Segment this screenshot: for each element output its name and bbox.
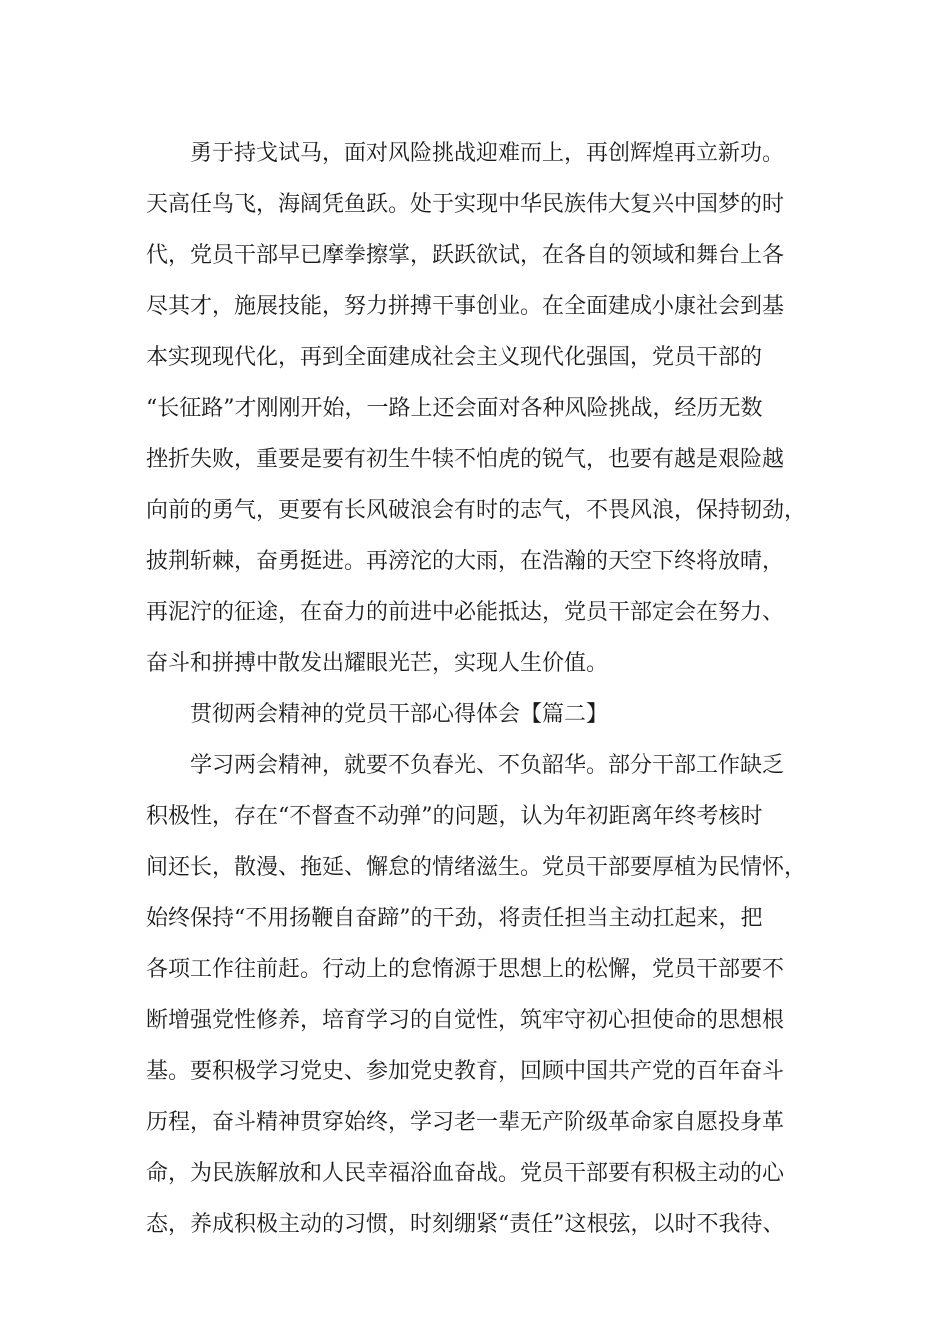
paragraph-line: 各项工作往前赶。行动上的怠惰源于思想上的松懈，党员干部要不: [146, 957, 785, 982]
paragraph-line: 学习两会精神，就要不负春光、不负韶华。部分干部工作缺乏: [190, 753, 785, 778]
document-body: [146, 128, 826, 1250]
paragraph-line: 断增强党性修养，培育学习的自觉性，筑牢守初心担使命的思想根: [146, 1008, 785, 1033]
paragraph-line: 披荆斩棘，奋勇挺进。再滂沱的大雨，在浩瀚的天空下终将放晴，: [146, 549, 785, 574]
paragraph-line: 勇于持戈试马，面对风险挑战迎难而上，再创辉煌再立新功。: [190, 141, 785, 166]
paragraph-line: 天高任鸟飞，海阔凭鱼跃。处于实现中华民族伟大复兴中国梦的时: [146, 192, 785, 217]
paragraph-line: 历程，奋斗精神贯穿始终，学习老一辈无产阶级革命家自愿投身革: [146, 1110, 785, 1135]
paragraph-line: “长征路”才刚刚开始，一路上还会面对各种风险挑战，经历无数: [146, 396, 763, 421]
paragraph-line: 向前的勇气，更要有长风破浪会有时的志气，不畏风浪，保持韧劲，: [146, 498, 807, 523]
paragraph-line: 基。要积极学习党史、参加党史教育，回顾中国共产党的百年奋斗: [146, 1059, 785, 1084]
paragraph-line: 态，养成积极主动的习惯，时刻绷紧“责任”这根弦，以时不我待、: [146, 1212, 785, 1237]
paragraph-line: 命，为民族解放和人民幸福浴血奋战。党员干部要有积极主动的心: [146, 1161, 785, 1186]
paragraph-line: 积极性，存在“不督查不动弹”的问题，认为年初距离年终考核时: [146, 804, 763, 829]
paragraph-line: 奋斗和拼搏中散发出耀眼光芒，实现人生价值。: [146, 651, 609, 676]
paragraph-line: 代，党员干部早已摩拳擦掌，跃跃欲试，在各自的领域和舞台上各: [146, 243, 785, 268]
paragraph-line: 再泥泞的征途，在奋力的前进中必能抵达，党员干部定会在努力、: [146, 600, 785, 625]
section-heading: 贯彻两会精神的党员干部心得体会【篇二】: [190, 702, 609, 727]
paragraph-line: 尽其才，施展技能，努力拼搏干事创业。在全面建成小康社会到基: [146, 294, 785, 319]
paragraph-line: 始终保持“不用扬鞭自奋蹄”的干劲，将责任担当主动扛起来，把: [146, 906, 763, 931]
paragraph-line: 间还长，散漫、拖延、懈怠的情绪滋生。党员干部要厚植为民情怀，: [146, 855, 807, 880]
paragraph-line: 挫折失败，重要是要有初生牛犊不怕虎的锐气，也要有越是艰险越: [146, 447, 785, 472]
paragraph-line: 本实现现代化，再到全面建成社会主义现代化强国，党员干部的: [146, 345, 763, 370]
